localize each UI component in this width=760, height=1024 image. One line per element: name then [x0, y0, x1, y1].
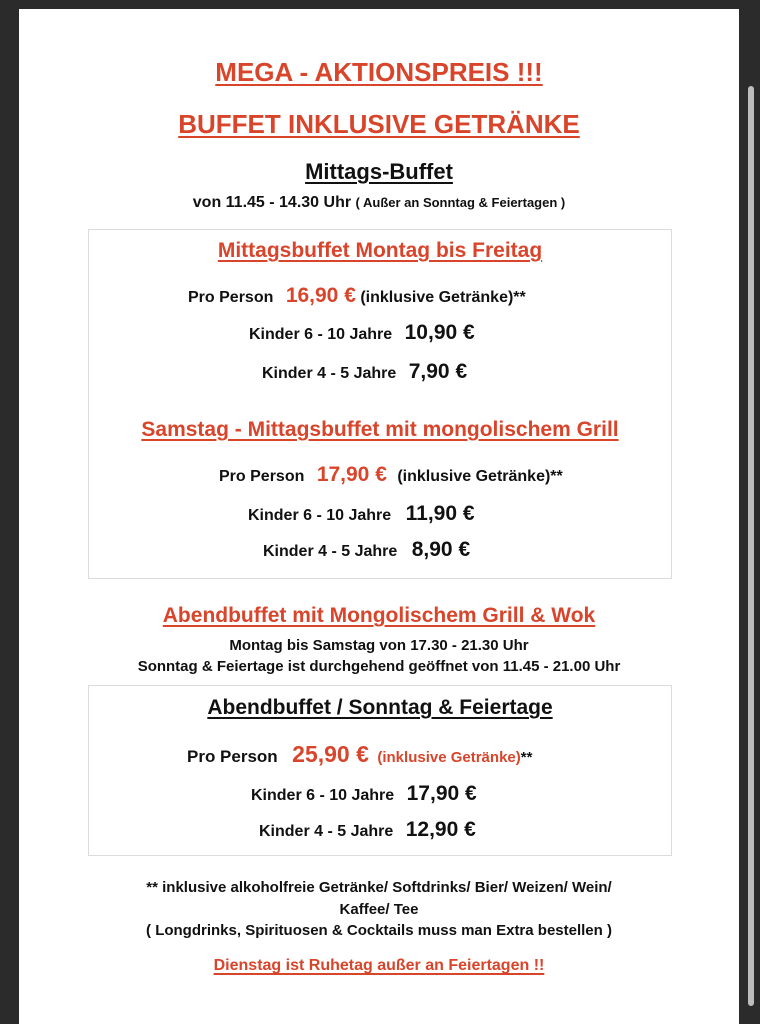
saturday-person-note: (inklusive Getränke)** [397, 468, 563, 485]
vertical-scrollbar[interactable] [748, 86, 754, 1006]
weekday-kids2-row [262, 360, 467, 384]
saturday-person-row [219, 463, 563, 487]
dinner-hours-line1: Montag bis Samstag von 17.30 - 21.30 Uhr [229, 637, 529, 654]
drinks-note-line2: Kaffee/ Tee [339, 901, 419, 918]
weekday-person-label: Pro Person [188, 289, 274, 306]
weekday-kids1-label: Kinder 6 - 10 Jahre [249, 326, 393, 343]
weekday-kids1-price: 10,90 € [404, 321, 475, 344]
saturday-lunch-heading: Samstag - Mittagsbuffet mit mongolischem Grill [141, 418, 619, 441]
dinner-person-label: Pro Person [187, 747, 278, 766]
dinner-hours-line2: Sonntag & Feiertage ist durchgehend geöffnet von 11.45 - 21.00 Uhr [137, 658, 621, 675]
weekday-person-note: (inklusive Getränke)** [360, 289, 526, 306]
saturday-kids2-row [263, 538, 470, 562]
weekday-person-row [188, 284, 526, 308]
drinks-note-line1: ** inklusive alkoholfreie Getränke/ Softdrinks/ Bier/ Weizen/ Wein/ [146, 879, 612, 896]
dinner-box-heading: Abendbuffet / Sonntag & Feiertage [207, 696, 553, 719]
dinner-kids1-label: Kinder 6 - 10 Jahre [251, 787, 395, 804]
saturday-person-label: Pro Person [219, 468, 305, 485]
dinner-kids2-label: Kinder 4 - 5 Jahre [259, 823, 394, 840]
lunch-hours-line [19, 194, 739, 212]
saturday-kids2-price: 8,90 € [411, 538, 471, 561]
dinner-person-note: (inklusive Getränke) [377, 749, 521, 766]
promo-subtitle: BUFFET INKLUSIVE GETRÄNKE [178, 109, 580, 139]
dinner-person-price: 25,90 € [292, 741, 369, 767]
lunch-hours: von 11.45 - 14.30 Uhr [192, 194, 352, 211]
saturday-kids1-price: 11,90 € [405, 502, 475, 525]
lunch-hours-note: ( Außer an Sonntag & Feiertagen ) [355, 195, 566, 210]
weekday-kids2-label: Kinder 4 - 5 Jahre [262, 365, 397, 382]
dinner-heading: Abendbuffet mit Mongolischem Grill & Wok [162, 604, 596, 627]
weekday-kids1-row [249, 321, 475, 345]
lunch-price-box [88, 229, 672, 579]
dinner-person-note-stars: ** [520, 749, 533, 766]
menu-page [19, 9, 739, 1024]
dinner-person-row [187, 741, 532, 768]
saturday-person-price: 17,90 € [316, 463, 387, 486]
promo-title: MEGA - AKTIONSPREIS !!! [215, 57, 543, 87]
saturday-kids2-label: Kinder 4 - 5 Jahre [263, 543, 398, 560]
weekday-person-price: 16,90 € [285, 284, 356, 307]
weekday-kids2-price: 7,90 € [408, 360, 468, 383]
saturday-kids1-row [248, 502, 475, 526]
lunch-heading: Mittags-Buffet [305, 159, 453, 184]
dinner-price-box [88, 685, 672, 856]
dinner-kids2-price: 12,90 € [405, 818, 476, 841]
saturday-kids1-label: Kinder 6 - 10 Jahre [248, 507, 392, 524]
drinks-note-line3: ( Longdrinks, Spirituosen & Cocktails muss man Extra bestellen ) [146, 922, 612, 939]
dinner-kids2-row [259, 818, 476, 842]
weekday-lunch-heading: Mittagsbuffet Montag bis Freitag [217, 239, 543, 262]
dinner-kids1-row [251, 782, 477, 806]
closed-day-note: Dienstag ist Ruhetag außer an Feiertagen !! [213, 957, 545, 974]
dinner-kids1-price: 17,90 € [406, 782, 477, 805]
